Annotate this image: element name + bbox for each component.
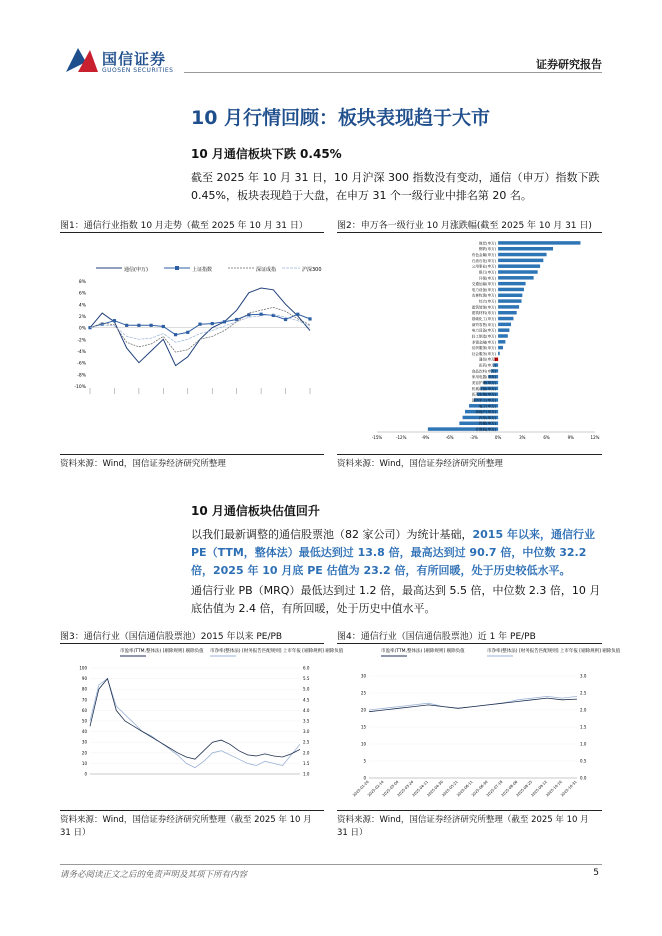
fig3-yright-label: 4.5 [303,697,310,703]
fig2-category-label: 美容护理(申万) [471,381,497,385]
fig2-bar [498,334,508,337]
logo-mark-icon [64,44,100,76]
fig2-bar [498,247,553,250]
fig2-bar [498,299,521,302]
fig2-category-label: 建筑材料(申万) [471,311,497,316]
fig2-category-label: 国防军工(申万) [471,398,497,403]
fig4-legend-2: 市净率(整体法) [财务报告匹配规则] 上市年报 [剔除规则] 剔除负值 [487,649,621,654]
fig3-yleft-label: 80 [81,686,87,692]
fig4-rule [337,643,602,644]
fig2-xtick-label: -12% [396,435,407,440]
fig1-ytick-label: 8% [78,280,86,285]
fig2-category-label: 综合(申万) [478,299,497,304]
fig2-bar [498,352,500,355]
fig4-xtick-label: 2025-04-30 [426,779,444,798]
fig2-bottom-rule [337,454,602,455]
fig4-chart [337,646,621,808]
fig3-yleft-label: 0 [84,771,87,777]
fig3-pe-line [90,679,300,760]
fig4-xtick-label: 2025-02-14 [366,779,385,798]
fig2-bar [498,323,511,326]
fig3-yright-label: 2.0 [303,750,310,756]
fig1-point [162,325,165,328]
fig2-category-label: 电力设备(申万) [471,287,497,292]
fig4-xtick-label: 2025-01-20 [352,779,370,798]
fig4-xtick-label: 2025-06-30 [470,779,489,798]
fig2-category-label: 纺织服饰(申万) [471,346,497,351]
fig2-rule [337,232,602,233]
fig2-category-label: 家用电器(申万) [471,375,497,380]
fig2-bar [498,346,503,349]
fig4-yright-label: 3.0 [580,673,587,679]
fig1-legend-2: 上证指数 [192,267,213,273]
fig2-category-label: 轻工制造(申万) [471,334,497,339]
fig2-category-label: 机械设备(申万) [471,386,497,391]
fig1-source: 资料来源：Wind，国信证券经济研究所整理 [60,459,226,469]
fig4-yright-label: 0.0 [580,775,587,781]
fig3-source: 资料来源：Wind，国信证券经济研究所整理（截至 2025 年 10 月 31 日） [60,815,312,838]
fig4-yleft-label: 25 [360,690,366,696]
fig1-point [211,322,214,325]
fig2-category-label: 交通运输(申万) [471,282,497,287]
fig2-bar [498,270,538,273]
fig2-bar [498,288,524,291]
report-type: 证券研究报告 [536,58,602,71]
fig1-ytick-label: 4% [78,303,86,309]
fig1-ytick-label: -4% [77,350,86,355]
fig4-bottom-rule [337,810,602,811]
fig3-yleft-label: 40 [81,729,87,735]
subsection-title-1: 10 月通信板块下跌 0.45% [191,147,342,161]
fig1-ytick-label: 0% [78,326,86,332]
fig3-yright-label: 3.0 [303,729,310,735]
fig2-category-label: 汽车(申万) [478,415,497,420]
fig1-point [198,323,201,326]
fig1-ytick-label: -2% [77,338,86,344]
fig1-ytick-label: -6% [77,361,86,367]
fig1-legend-3: 深证成指 [256,267,277,273]
fig3-bottom-rule [60,810,324,811]
fig4-xtick-label: 2025-06-11 [456,779,474,798]
fig1-point [174,333,177,336]
fig1-point [186,331,189,334]
fig4-xtick-label: 2025-08-06 [500,779,519,798]
fig2-category-label: 计算机(申万) [475,427,497,432]
fig2-chart [337,236,602,448]
fig3-yright-label: 3.5 [303,718,310,724]
fig4-xtick-label: 2025-10-10 [545,779,563,798]
fig4-yright-label: 1.5 [580,724,587,730]
page-number: 5 [593,868,599,878]
fig1-series-line [90,307,310,352]
fig3-yright-label: 5.5 [303,676,310,682]
fig1-legend-1: 通信(申万) [124,267,148,273]
fig2-category-label: 电力设备(申万) [471,328,497,333]
fig3-yright-label: 6.0 [303,665,310,671]
fig2-xtick-label: 12% [590,435,600,440]
fig4-yleft-label: 5 [363,758,366,764]
fig1-rule [60,232,324,233]
fig4-xtick-label: 2025-03-04 [381,779,400,798]
fig2-caption: 图2：申万各一级行业 10 月涨跌幅(截至 2025 年 10 月 31 日) [337,221,592,231]
fig1-point [150,324,153,327]
fig2-bar [498,311,517,314]
footer-divider [60,864,602,865]
fig1-point [113,319,116,322]
fig2-bar [498,328,509,331]
fig1-series-line [90,314,310,342]
fig2-xtick-label: 9% [567,435,574,440]
fig2-xtick-label: 3% [519,435,526,440]
brand-name-en: GUOSEN SECURITIES [102,67,174,74]
fig2-bar [498,294,522,297]
fig2-category-label: 煤炭(申万) [478,241,497,246]
paragraph-2 [191,526,604,580]
fig3-yleft-label: 70 [81,697,87,703]
fig4-yleft-label: 30 [360,673,366,679]
fig3-yleft-label: 20 [81,750,87,756]
fig1-point [296,313,299,316]
fig2-bar [498,305,519,308]
fig2-xtick-label: -6% [445,435,454,440]
fig2-category-label: 非银金融(申万) [471,340,497,345]
fig3-yleft-label: 50 [81,718,87,724]
fig3-chart [60,646,344,808]
fig3-yright-label: 5.0 [303,686,310,692]
fig3-yleft-label: 100 [79,665,87,671]
fig1-series-line [90,288,310,366]
fig2-category-label: 医药(申万) [478,363,497,368]
fig3-rule [60,643,324,644]
fig3-yleft-label: 30 [81,739,87,745]
fig1-point [260,313,263,316]
brand-name-cn: 国信证券 [102,50,167,68]
fig4-source: 资料来源：Wind，国信证券经济研究所整理（截至 2025 年 10 月 31 日） [337,815,589,838]
fig2-xtick-label: 0% [494,435,502,440]
fig4-yleft-label: 10 [360,741,366,747]
fig2-category-label: 钢铁(申万) [478,247,497,252]
fig1-legend-4: 沪深300 [302,267,322,273]
fig2-source: 资料来源：Wind，国信证券经济研究所整理 [337,459,503,469]
fig2-category-label: 通信(申万) [478,357,497,362]
fig4-xtick-label: 2025-08-25 [515,779,534,798]
fig2-bar [498,276,534,279]
fig2-category-label: 石油石化(申万) [471,258,497,263]
header-divider [184,72,602,73]
paragraph-1: 截至 2025 年 10 月 31 日，10 月沪深 300 指数没有变动，通信（申万）指数下跌 0.45%，板块表现趋于大盘，在申万 31 个一级行业中排名第 20 名。 [191,171,600,202]
fig2-bar [498,282,525,285]
fig2-bar [498,264,540,267]
fig2-xtick-label: -9% [421,435,430,440]
fig4-xtick-label: 2025-03-24 [396,779,415,798]
fig2-xtick-label: 6% [543,435,550,440]
fig4-pe-line [369,698,577,712]
fig4-xtick-label: 2025-04-11 [411,779,430,798]
fig1-ytick-label: 2% [78,315,86,320]
fig2-category-label: 传媒(申万) [478,421,497,426]
fig1-point [137,324,140,327]
fig2-xtick-label: -3% [469,435,478,440]
fig2-xtick-label: -15% [371,435,383,440]
fig3-yleft-label: 60 [81,707,87,713]
fig2-category-label: 基础化工(申万) [471,317,497,321]
fig4-yright-label: 0.5 [580,758,587,764]
fig3-yright-label: 4.0 [303,707,310,713]
fig3-legend-1: 市盈率(TTM,整体法) [剔除规则] 剔除负值 [120,649,204,654]
fig4-caption: 图4：通信行业（国信通信股票池）近 1 年 PE/PB [337,632,536,642]
subsection-title-2: 10 月通信板块估值回升 [191,504,320,518]
fig2-bar [498,241,580,244]
fig3-pb-line [90,679,300,768]
fig3-yright-label: 1.5 [303,760,310,766]
fig1-ytick-label: -8% [77,373,86,379]
fig2-category-label: 房地产(申万) [475,410,497,415]
fig4-yright-label: 2.5 [580,690,587,696]
fig3-legend-2: 市净率(整体法) [财务报告匹配规则] 上市年报 [剔除规则] 剔除负值 [210,649,344,654]
fig2-category-label: 社会服务(申万) [471,351,497,356]
paragraph-2-highlight: 2015 年以来，通信行业 PE（TTM，整体法）最低达到过 13.8 倍，最高达到过 90.7 倍，中位数 32.2 倍，2025 年 10 月底 PE 估值为 23.2 倍，有所回暖，处于历史较低水平。 [191,528,595,577]
fig4-yleft-label: 20 [360,707,366,713]
footer-disclaimer: 请务必阅读正文之后的免责声明及其项下所有内容 [60,870,248,880]
fig2-category-label: 有色金属(申万) [471,253,497,257]
fig2-bar [498,317,513,320]
fig4-yleft-label: 0 [363,775,366,781]
fig1-point [284,318,287,321]
fig2-category-label: 商贸零售(申万) [471,322,497,327]
fig1-caption: 图1：通信行业指数 10 月走势（截至 2025 年 10 月 31 日） [60,221,308,231]
fig1-legend-marker-2 [175,266,179,270]
fig1-ytick-label: -10% [74,385,86,390]
fig1-point [223,320,226,323]
fig3-yleft-label: 90 [81,676,87,682]
section-title: 10 月行情回顾：板块表现趋于大市 [191,107,491,129]
fig2-category-label: 环保(申万) [478,276,497,281]
fig1-bottom-rule [60,454,324,455]
fig2-bar [498,259,543,262]
fig2-category-label: 医药生物(申万) [471,392,497,397]
fig2-bar [498,253,546,256]
fig3-yright-label: 2.5 [303,739,310,745]
fig1-point [125,324,128,327]
fig1-chart [60,236,324,448]
paragraph-3: 通信行业 PB（MRQ）最低达到过 1.2 倍，最高达到 5.5 倍，中位数 2.3 倍，10 月底估值为 2.4 倍，有所回暖，处于历史中值水平。 [191,584,601,615]
fig2-category-label: 银行(申万) [478,270,497,275]
fig4-xtick-label: 2025-05-21 [441,779,459,798]
fig3-caption: 图3：通信行业（国信通信股票池）2015 年以来 PE/PB [60,632,283,642]
fig2-category-label: 公用事业(申万) [471,264,497,269]
fig4-xtick-label: 2025-09-12 [530,779,548,798]
fig4-yleft-label: 15 [360,724,366,730]
fig1-ytick-label: 6% [78,291,86,297]
paragraph-2-text: 以我们最新调整的通信股票池（82 家公司）为统计基础， [191,528,473,541]
fig2-category-label: 建筑装饰(申万) [471,305,497,310]
fig4-yright-label: 1.0 [580,741,587,747]
fig4-xtick-label: 2025-07-18 [485,779,504,798]
fig2-category-label: 食品饮料(申万) [471,369,497,374]
fig2-bar [498,340,505,343]
fig3-yright-label: 1.0 [303,771,310,777]
fig4-yright-label: 2.0 [580,707,587,713]
fig4-xtick-label: 2025-10-31 [560,779,578,798]
fig3-yleft-label: 10 [81,760,87,766]
fig2-category-label: 农林牧渔(申万) [471,293,497,298]
fig4-legend-1: 市盈率(TTM,整体法) [剔除规则] 剔除负值 [381,649,465,654]
fig1-point [308,317,311,320]
fig2-category-label: 电子(申万) [478,404,497,409]
